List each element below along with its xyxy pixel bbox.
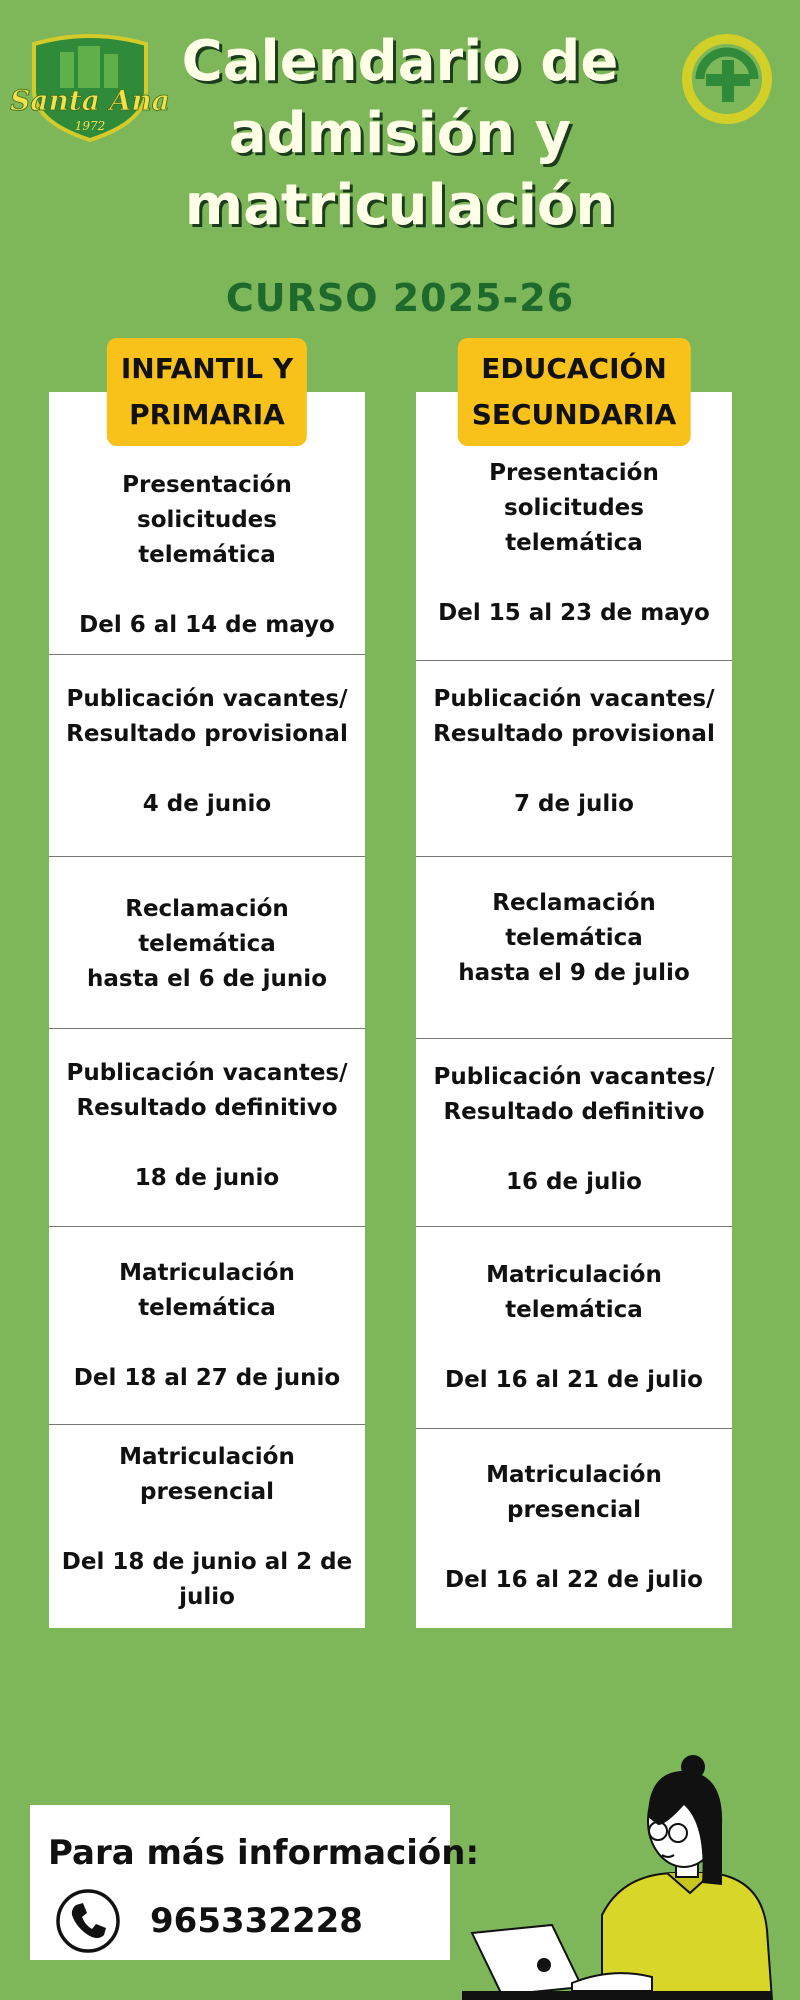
schedule-item: Matriculación telemática Del 16 al 21 de julio — [416, 1258, 732, 1398]
divider — [416, 660, 732, 661]
column-header: EDUCACIÓN SECUNDARIA — [458, 338, 691, 446]
schedule-date: Del 18 de junio al 2 de — [61, 1549, 353, 1575]
divider — [49, 1028, 365, 1029]
schedule-item: Presentación solicitudes telemática Del 6 al 14 de mayo — [49, 468, 365, 643]
cross-circle-logo-icon — [680, 32, 775, 127]
schedule-item: Publicación vacantes/ Resultado provisional 7 de julio — [416, 682, 732, 822]
schedule-date: julio — [179, 1584, 235, 1610]
schedule-date: Del 16 al 22 de julio — [445, 1567, 703, 1593]
divider — [416, 856, 732, 857]
info-title: Para más información: — [48, 1833, 480, 1873]
schedule-date: 18 de junio — [134, 1165, 280, 1191]
schedule-item: Matriculación presencial Del 18 de junio al 2 de julio — [49, 1440, 365, 1615]
course-subtitle: CURSO 2025-26 — [225, 276, 575, 320]
logo-year: 1972 — [74, 119, 106, 133]
schedule-item: Matriculación presencial Del 16 al 22 de julio — [416, 1458, 732, 1598]
phone-number[interactable]: 965332228 — [150, 1901, 363, 1941]
title-line: matriculación — [184, 173, 616, 238]
phone-icon — [54, 1887, 122, 1955]
schedule-date: Del 18 al 27 de junio — [73, 1365, 341, 1391]
contact-info-box — [30, 1805, 480, 1960]
schedule-date: Del 6 al 14 de mayo — [79, 612, 335, 638]
title-line: Calendario de — [181, 29, 619, 94]
logo-name: Santa Ana — [10, 84, 170, 117]
schedule-date: 4 de junio — [142, 791, 272, 817]
column-header: INFANTIL Y PRIMARIA — [107, 338, 307, 446]
page-title — [140, 26, 660, 242]
divider — [416, 1226, 732, 1227]
schedule-item: Reclamación telemática hasta el 6 de junio — [87, 896, 327, 992]
person-laptop-illustration-icon — [462, 1755, 782, 2000]
divider — [49, 1226, 365, 1227]
title-line: admisión y — [228, 101, 572, 166]
schedule-item: Publicación vacantes/ Resultado definitivo 16 de julio — [416, 1060, 732, 1200]
divider — [49, 1424, 365, 1425]
schedule-item: Publicación vacantes/ Resultado definitivo 18 de junio — [49, 1056, 365, 1196]
schedule-date: 7 de julio — [514, 791, 634, 817]
divider — [49, 856, 365, 857]
educacion-secundaria-column — [416, 352, 732, 1628]
schedule-date: 16 de julio — [506, 1169, 642, 1195]
schedule-item: Presentación solicitudes telemática Del 15 al 23 de mayo — [416, 456, 732, 631]
divider — [416, 1038, 732, 1039]
divider — [49, 654, 365, 655]
schedule-date: Del 15 al 23 de mayo — [438, 600, 710, 626]
divider — [416, 1428, 732, 1429]
santa-ana-logo-icon — [10, 30, 170, 145]
schedule-item: Publicación vacantes/ Resultado provisional 4 de junio — [49, 682, 365, 822]
schedule-item: Matriculación telemática Del 18 al 27 de junio — [49, 1256, 365, 1396]
schedule-date: Del 16 al 21 de julio — [445, 1367, 703, 1393]
schedule-item: Reclamación telemática hasta el 9 de julio — [458, 890, 690, 986]
infantil-primaria-column — [49, 352, 365, 1628]
